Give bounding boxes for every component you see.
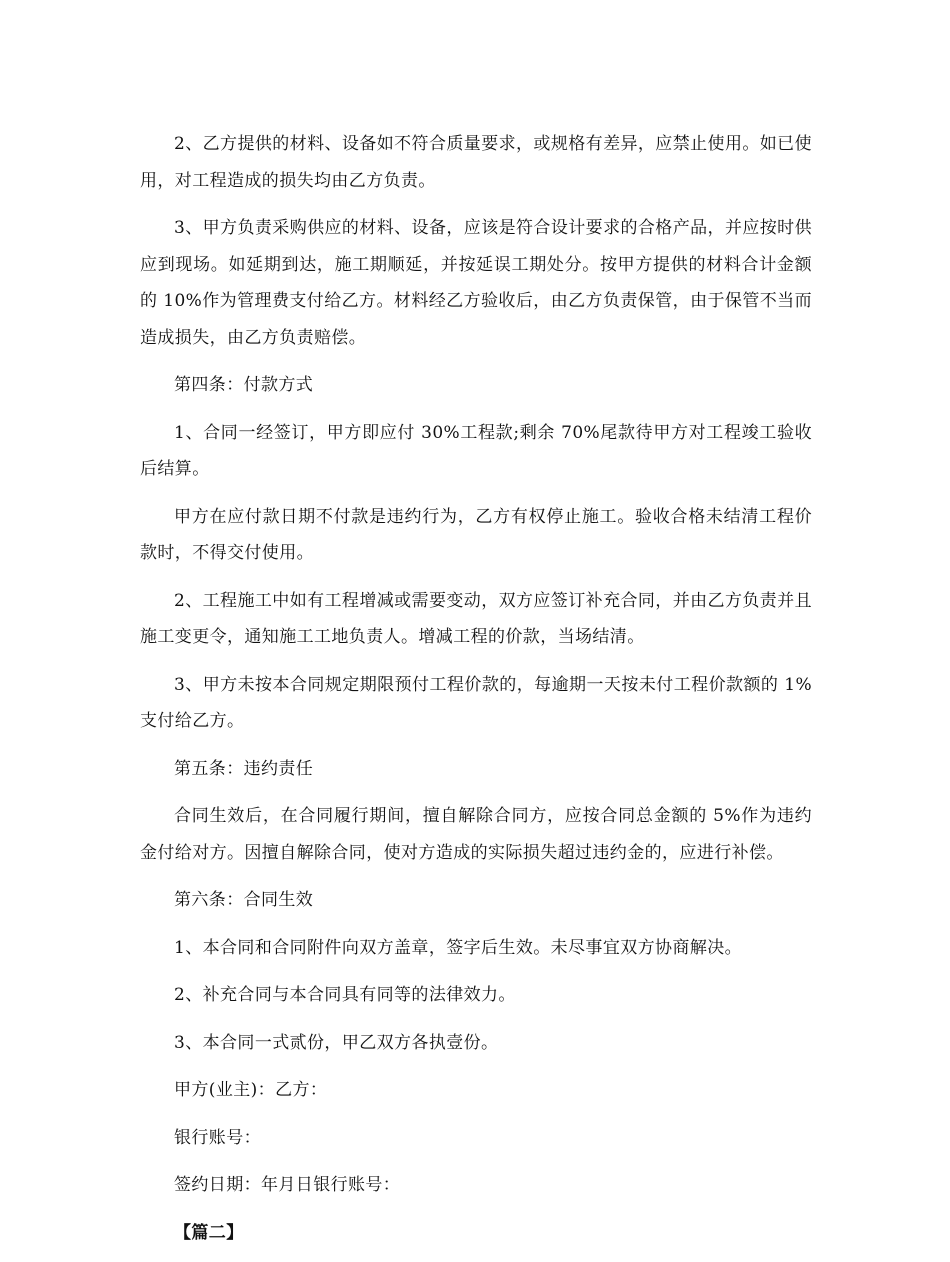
paragraph-effect-2: 2、补充合同与本合同具有同等的法律效力。	[174, 985, 516, 1005]
heading-article-4: 第四条：付款方式	[174, 375, 314, 395]
paragraph-payment-3: 3、甲方未按本合同规定期限预付工程价款的，每逾期一天按未付工程价款额的 1%支付给乙方。	[140, 674, 812, 731]
section-heading-part-two: 【篇二】	[174, 1222, 244, 1243]
signature-date: 签约日期：年月日银行账号：	[174, 1175, 401, 1195]
contract-page	[140, 126, 812, 1262]
signature-bank-account: 银行账号：	[174, 1127, 261, 1148]
heading-article-6: 第六条：合同生效	[174, 890, 314, 910]
signature-parties: 甲方(业主)：乙方：	[174, 1080, 328, 1100]
paragraph-payment-default: 甲方在应付款日期不付款是违约行为，乙方有权停止施工。验收合格未结清工程价款时，不得交付使用。	[140, 506, 812, 563]
paragraph-payment-1: 1、合同一经签订，甲方即应付 30%工程款;剩余 70%尾款待甲方对工程竣工验收后结算。	[140, 422, 812, 479]
paragraph-breach: 合同生效后，在合同履行期间，擅自解除合同方，应按合同总金额的 5%作为违约金付给对方。因擅自解除合同，使对方造成的实际损失超过违约金的，应进行补偿。	[140, 806, 812, 863]
paragraph-effect-1: 1、本合同和合同附件向双方盖章，签字后生效。未尽事宜双方协商解决。	[174, 937, 743, 958]
paragraph-payment-2: 2、工程施工中如有工程增减或需要变动，双方应签订补充合同，并由乙方负责并且施工变更令，通知施工工地负责人。增减工程的价款，当场结清。	[140, 590, 812, 647]
paragraph-effect-3: 3、本合同一式贰份，甲乙双方各执壹份。	[174, 1032, 499, 1053]
heading-article-5: 第五条：违约责任	[174, 758, 314, 779]
paragraph-material-procurement: 3、甲方负责采购供应的材料、设备，应该是符合设计要求的合格产品，并应按时供应到现场。如延期到达，施工期顺延，并按延误工期处分。按甲方提供的材料合计金额的 10%作为管理费支付给乙方。材料经乙方验收后，由乙方负责保管，由于保管不当而造成损失，由乙方负责赔偿。	[140, 218, 812, 348]
paragraph-material-quality: 2、乙方提供的材料、设备如不符合质量要求，或规格有差异，应禁止使用。如已使用，对工程造成的损失均由乙方负责。	[140, 134, 812, 191]
